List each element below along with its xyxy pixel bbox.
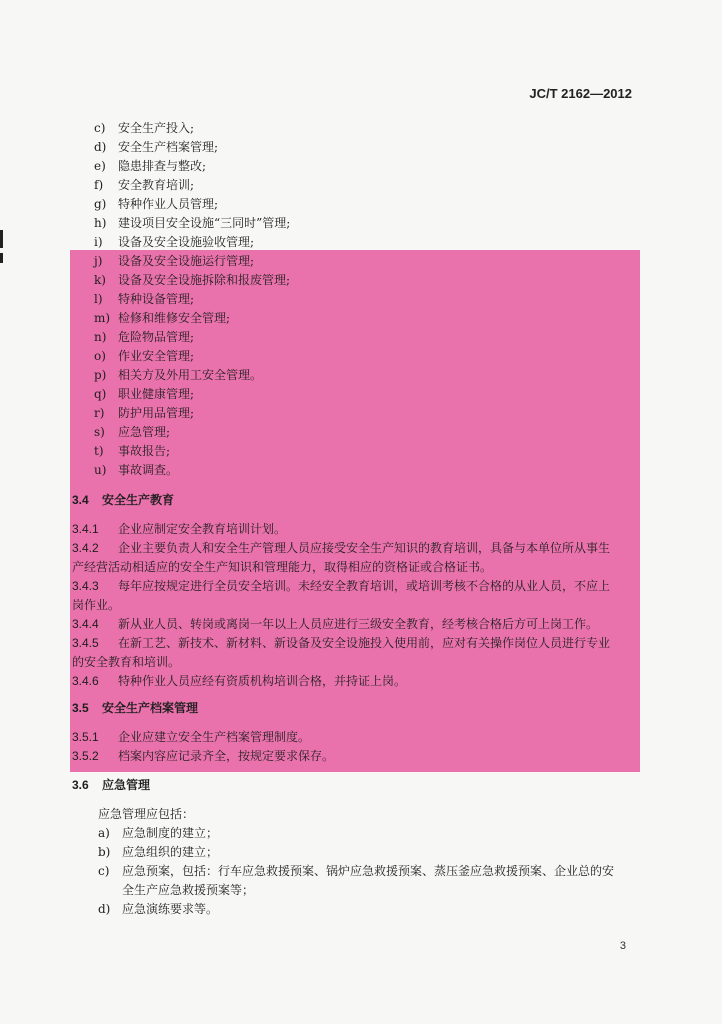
list-item: j) 设备及安全设施运行管理;	[94, 254, 255, 268]
list-item: g) 特种作业人员管理;	[94, 197, 219, 211]
clause-3-4-6: 3.4.6 特种作业人员应经有资质机构培训合格，并持证上岗。	[72, 674, 407, 688]
list-item: l) 特种设备管理;	[94, 292, 195, 306]
list-item: r) 防护用品管理;	[94, 406, 195, 420]
list-item: b) 应急组织的建立；	[98, 845, 219, 859]
list-item: c) 安全生产投入;	[94, 121, 195, 135]
list-item: u) 事故调查。	[94, 463, 179, 477]
section-heading-3-6: 3.6 应急管理	[72, 778, 151, 792]
clause-3-4-5-continued: 的安全教育和培训。	[72, 655, 181, 669]
clause-3-4-1: 3.4.1 企业应制定安全教育培训计划。	[72, 522, 287, 536]
list-item: t) 事故报告;	[94, 444, 171, 458]
list-item: k) 设备及安全设施拆除和报废管理;	[94, 273, 291, 287]
list-item: c) 应急预案，包括：行车应急救援预案、锅炉应急救援预案、蒸压釜应急救援预案、企业总的安	[98, 864, 615, 878]
list-item: o) 作业安全管理;	[94, 349, 195, 363]
page-number: 3	[619, 940, 626, 952]
list-item: h) 建设项目安全设施“三同时”管理;	[94, 216, 291, 230]
section-heading-3-4: 3.4 安全生产教育	[72, 493, 175, 507]
clause-3-4-2: 3.4.2 企业主要负责人和安全生产管理人员应接受安全生产知识的教育培训，具备与本单位所从事生	[72, 541, 611, 555]
list-item: d) 应急演练要求等。	[98, 902, 219, 916]
clause-3-4-5: 3.4.5 在新工艺、新技术、新材料、新设备及安全设施投入使用前，应对有关操作岗位人员进行专业	[72, 636, 611, 650]
list-item: n) 危险物品管理;	[94, 330, 195, 344]
list-item: f) 安全教育培训;	[94, 178, 195, 192]
section-heading-3-5: 3.5 安全生产档案管理	[72, 701, 199, 715]
clause-3-5-1: 3.5.1 企业应建立安全生产档案管理制度。	[72, 730, 311, 744]
clause-3-4-2-continued: 产经营活动相适应的安全生产知识和管理能力，取得相应的资格证或合格证书。	[72, 560, 493, 574]
list-item: q) 职业健康管理;	[94, 387, 195, 401]
list-item: e) 隐患排查与整改;	[94, 159, 207, 173]
list-item: a) 应急制度的建立；	[98, 826, 219, 840]
clause-3-4-3: 3.4.3 每年应按规定进行全员安全培训。未经安全教育培训，或培训考核不合格的从业人员，不应上	[72, 579, 611, 593]
list-item: i) 设备及安全设施验收管理;	[94, 235, 255, 249]
scan-edge-mark	[0, 230, 3, 248]
scan-edge-mark	[0, 253, 3, 263]
list-item: p) 相关方及外用工安全管理。	[94, 368, 263, 382]
clause-3-5-2: 3.5.2 档案内容应记录齐全，按规定要求保存。	[72, 749, 335, 763]
standard-code: JC/T 2162—2012	[529, 86, 632, 101]
clause-3-4-3-continued: 岗作业。	[72, 598, 121, 612]
list-item: s) 应急管理;	[94, 425, 171, 439]
list-item-continued: 全生产应急救援预案等；	[122, 883, 255, 897]
clause-3-4-4: 3.4.4 新从业人员、转岗或离岗一年以上人员应进行三级安全教育，经考核合格后方可上岗工作。	[72, 617, 599, 631]
list-item: m) 检修和维修安全管理;	[94, 311, 231, 325]
section-intro: 应急管理应包括：	[98, 807, 195, 821]
list-item: d) 安全生产档案管理;	[94, 140, 219, 154]
